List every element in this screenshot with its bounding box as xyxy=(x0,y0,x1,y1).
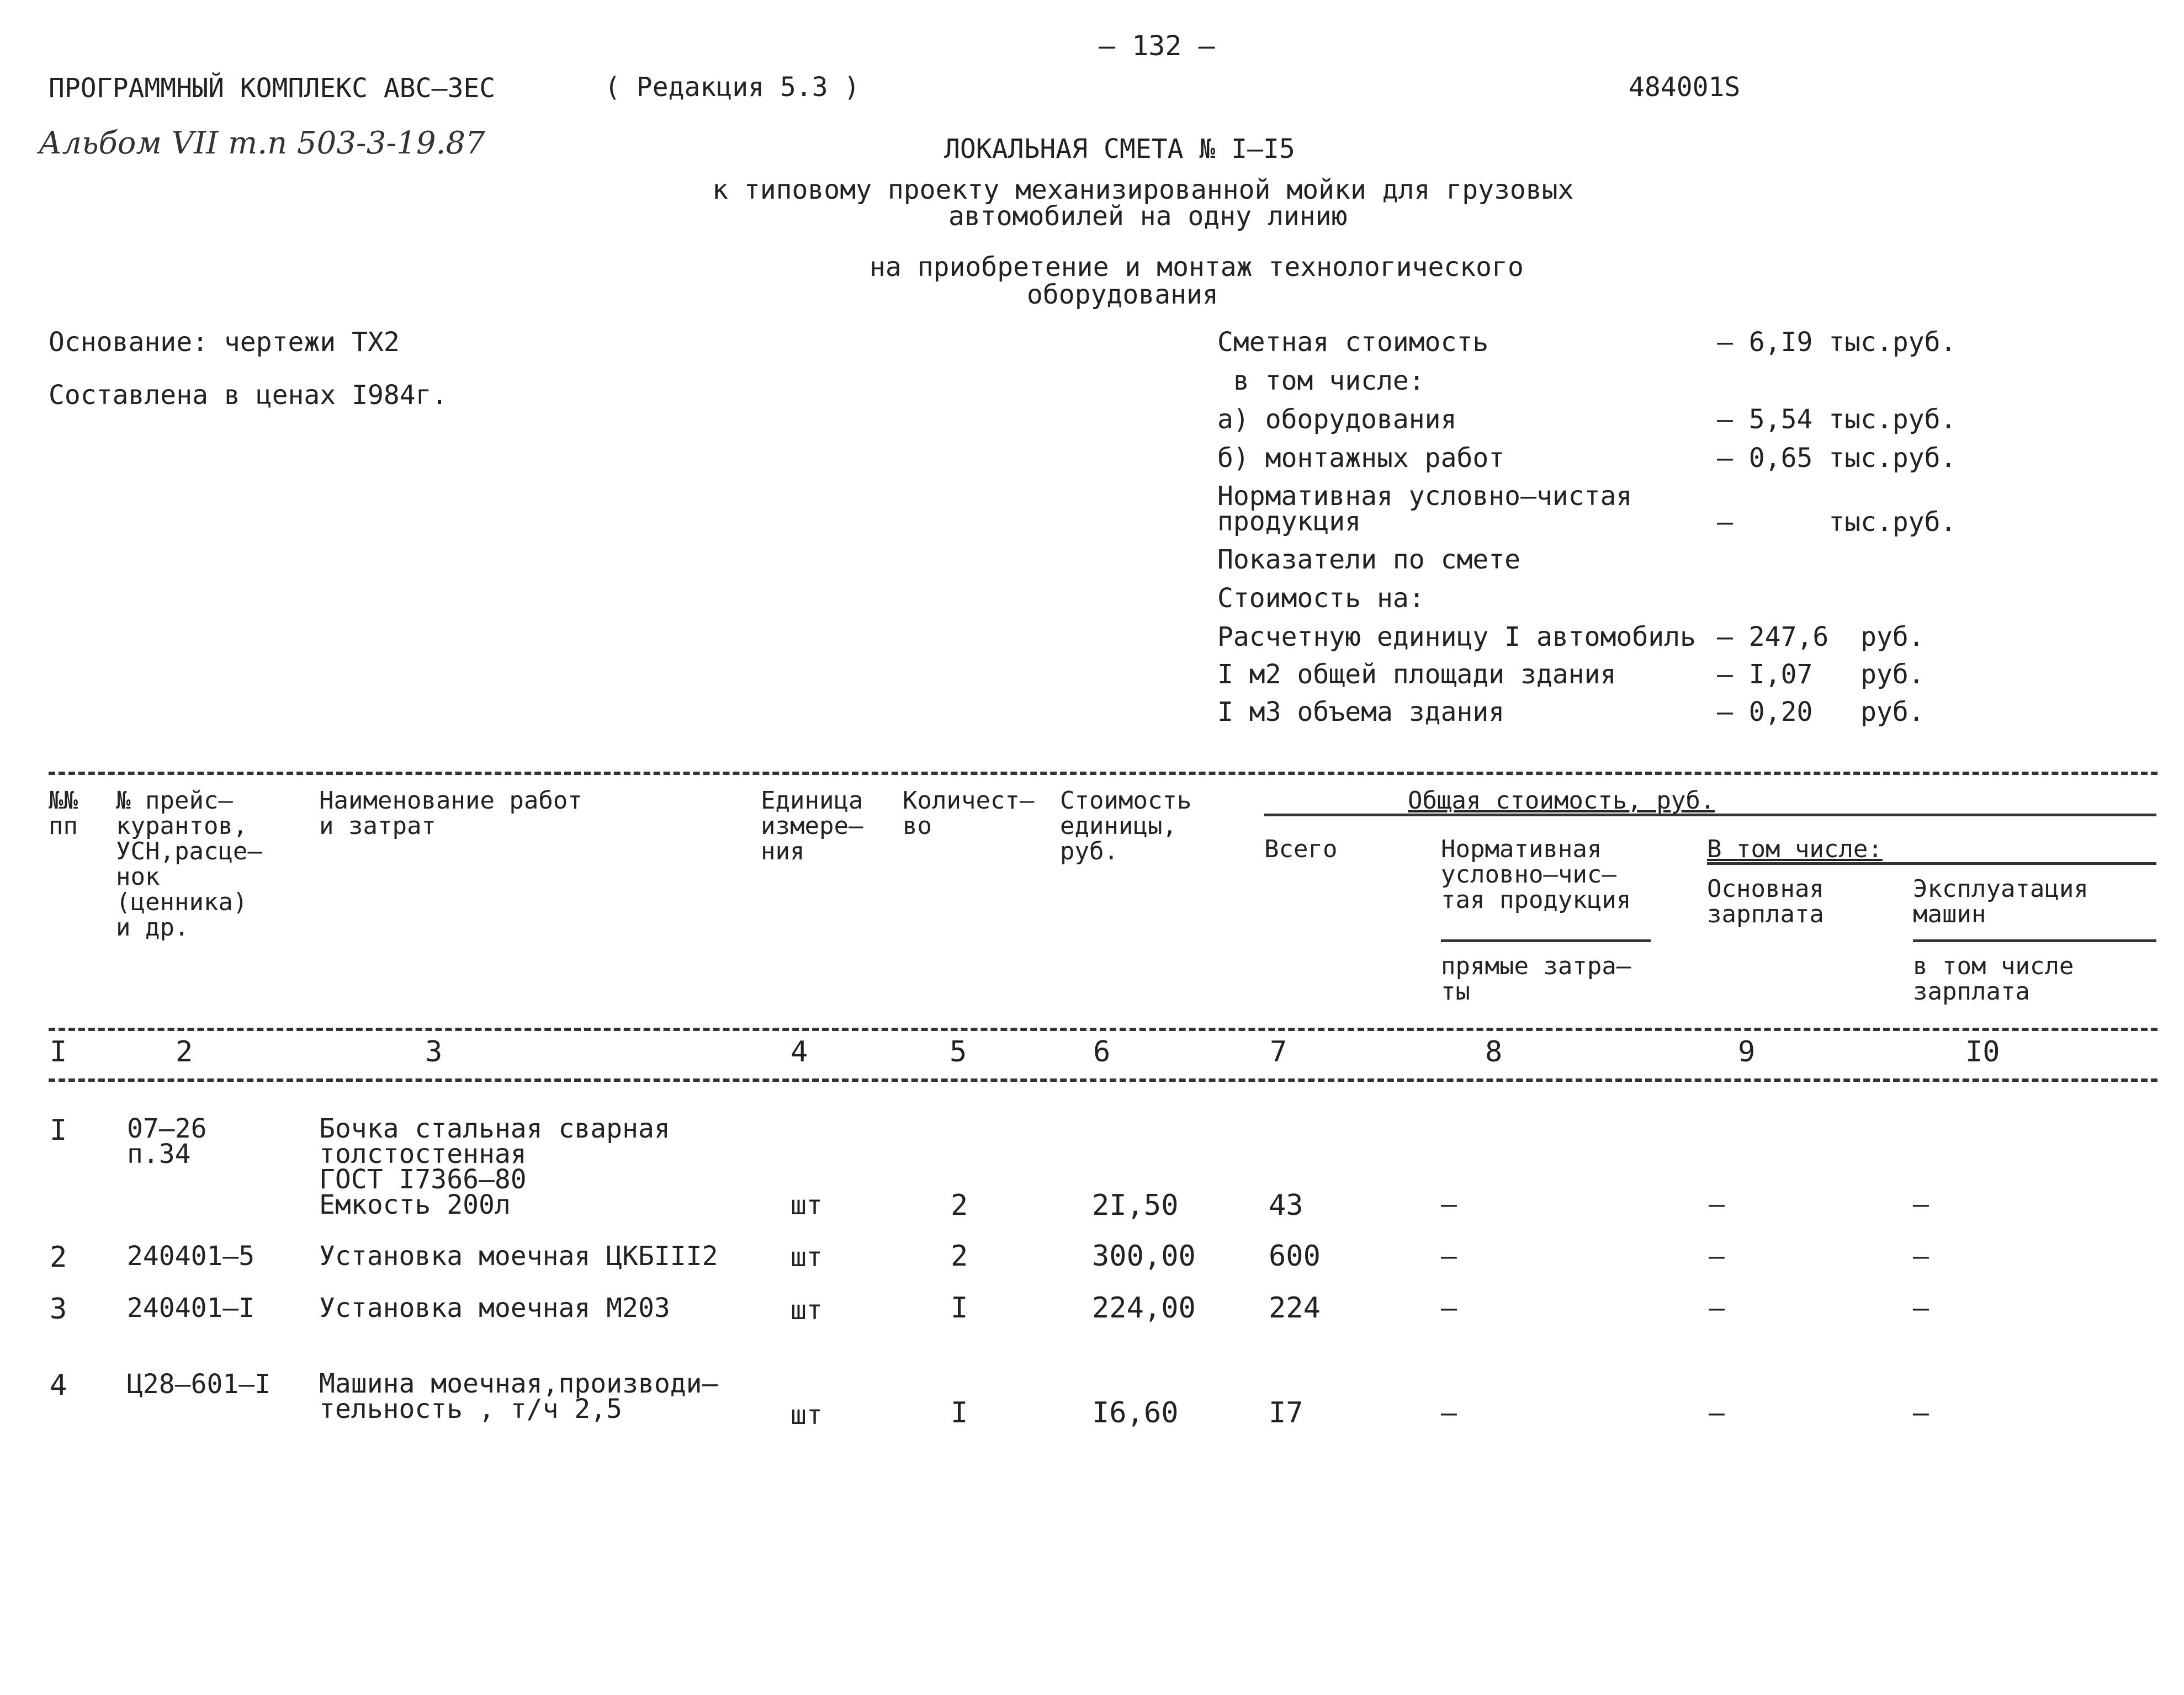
summary-value: – 5,54 тыс.руб. xyxy=(1717,404,1957,435)
row-item-name: Установка моечная ЦКБIII2 xyxy=(319,1241,718,1272)
row-base-salary: – xyxy=(1709,1293,1725,1324)
edition-label: ( Редакция 5.3 ) xyxy=(605,72,860,103)
title-line-2: к типовому проекту механизированной мойки для грузовых xyxy=(712,174,1574,205)
header-col-1: №№ пп xyxy=(49,787,78,840)
column-number: 4 xyxy=(791,1035,808,1069)
summary-label: а) оборудования xyxy=(1217,404,1457,435)
header-col-4: Единица измере– ния xyxy=(761,787,863,865)
row-base-salary: – xyxy=(1709,1241,1725,1272)
row-item-name: Машина моечная,производи– тельность , т/ч 2,5 xyxy=(319,1368,718,1425)
summary-label: Стоимость на: xyxy=(1217,583,1425,614)
header-col-9: Основная зарплата xyxy=(1707,875,1824,928)
header-total-cost: Общая стоимость, руб. xyxy=(1408,787,1715,815)
row-net-product: – xyxy=(1441,1189,1457,1220)
row-number: 4 xyxy=(50,1369,67,1402)
row-machine-cost: – xyxy=(1913,1398,1929,1428)
row-price-code: 240401–I xyxy=(127,1293,255,1324)
row-machine-cost: – xyxy=(1913,1293,1929,1324)
row-unit-price: 2I,50 xyxy=(1092,1189,1179,1222)
row-machine-cost: – xyxy=(1913,1189,1929,1220)
column-number: 7 xyxy=(1270,1035,1287,1069)
basis-drawings: Основание: чертежи ТХ2 xyxy=(49,327,400,358)
row-quantity: 2 xyxy=(951,1240,968,1273)
page-number: – 132 – xyxy=(1099,30,1215,62)
row-unit: шт xyxy=(791,1242,823,1273)
header-rule xyxy=(1913,939,2156,942)
row-quantity: 2 xyxy=(951,1189,968,1222)
column-number: 2 xyxy=(176,1035,193,1069)
summary-label: б) монтажных работ xyxy=(1217,443,1505,474)
summary-label: Сметная стоимость xyxy=(1217,327,1489,358)
summary-label: Показатели по смете xyxy=(1217,544,1521,575)
estimate-title: ЛОКАЛЬНАЯ СМЕТА № I–I5 xyxy=(944,134,1295,164)
row-base-salary: – xyxy=(1709,1398,1725,1428)
header-col-7: Всего xyxy=(1264,835,1338,863)
row-item-name: Бочка стальная сварная толстостенная ГОСТ I7366–80 Емкость 200л xyxy=(319,1113,670,1220)
handwritten-album-note: Альбом VII т.п 503-3-19.87 xyxy=(39,125,485,161)
row-machine-cost: – xyxy=(1913,1241,1929,1272)
row-item-name: Установка моечная М203 xyxy=(319,1293,670,1324)
title-line-3: автомобилей на одну линию xyxy=(948,201,1348,232)
header-col-3: Наименование работ и затрат xyxy=(319,787,582,840)
header-col-2: № прейс– курантов, УСН,расце– нок (ценника) и др. xyxy=(116,787,262,942)
row-total: 43 xyxy=(1269,1189,1303,1222)
row-price-code: 07–26 п.34 xyxy=(127,1113,207,1170)
column-number: 5 xyxy=(950,1035,967,1069)
row-quantity: I xyxy=(951,1292,968,1325)
column-numbers-divider xyxy=(49,1078,2158,1082)
row-net-product: – xyxy=(1441,1241,1457,1272)
header-col-10-top: Эксплуатация машин xyxy=(1913,875,2088,928)
header-rule xyxy=(1707,862,2156,865)
row-number: 3 xyxy=(50,1293,67,1326)
row-unit: шт xyxy=(791,1400,823,1431)
header-col-6: Стоимость единицы, руб. xyxy=(1060,787,1192,865)
row-total: I7 xyxy=(1269,1396,1303,1430)
header-col-8-bottom: прямые затра– ты xyxy=(1441,952,1631,1006)
row-quantity: I xyxy=(951,1396,968,1430)
row-price-code: 240401–5 xyxy=(127,1241,255,1272)
summary-value: – 0,20 руб. xyxy=(1717,697,1925,727)
summary-value: – 6,I9 тыс.руб. xyxy=(1717,327,1957,358)
summary-label: I м3 объема здания xyxy=(1217,697,1505,727)
header-divider xyxy=(49,1028,2158,1031)
document-code: 484001S xyxy=(1629,72,1741,103)
summary-value: – 0,65 тыс.руб. xyxy=(1717,443,1957,474)
column-number: I0 xyxy=(1965,1035,2000,1069)
column-number: 8 xyxy=(1485,1035,1503,1069)
column-number: 9 xyxy=(1738,1035,1756,1069)
row-unit-price: 300,00 xyxy=(1092,1240,1196,1273)
row-unit: шт xyxy=(791,1295,823,1326)
table-top-divider xyxy=(49,772,2158,775)
row-total: 600 xyxy=(1269,1240,1321,1273)
summary-label: Расчетную единицу I автомобиль xyxy=(1217,621,1696,652)
summary-value: – I,07 руб. xyxy=(1717,659,1925,690)
row-total: 224 xyxy=(1269,1292,1321,1325)
program-name: ПРОГРАММНЫЙ КОМПЛЕКС АВС–ЗЕС xyxy=(49,73,496,104)
header-col-5: Количест– во xyxy=(903,787,1035,840)
title-line-4: на приобретение и монтаж технологического xyxy=(870,252,1524,283)
header-rule xyxy=(1441,939,1651,942)
column-number: 6 xyxy=(1093,1035,1111,1069)
row-price-code: Ц28–601–I xyxy=(127,1369,271,1400)
header-col-10-bottom: в том числе зарплата xyxy=(1913,952,2074,1006)
row-net-product: – xyxy=(1441,1293,1457,1324)
title-line-5: оборудования xyxy=(1027,279,1218,310)
basis-prices: Составлена в ценах I984г. xyxy=(49,380,448,411)
column-number: 3 xyxy=(425,1035,443,1069)
header-rule xyxy=(1264,814,2156,816)
summary-value: – 247,6 руб. xyxy=(1717,621,1925,652)
row-base-salary: – xyxy=(1709,1189,1725,1220)
column-number: I xyxy=(50,1035,67,1069)
row-number: I xyxy=(50,1114,67,1147)
header-including: В том числе: xyxy=(1707,835,1883,863)
summary-value: – тыс.руб. xyxy=(1717,507,1957,538)
summary-label: Нормативная условно–чистая продукция xyxy=(1217,481,1632,537)
summary-label: в том числе: xyxy=(1217,365,1425,396)
row-number: 2 xyxy=(50,1241,67,1274)
header-col-8-top: Нормативная условно–чис– тая продукция xyxy=(1441,835,1631,914)
summary-label: I м2 общей площади здания xyxy=(1217,659,1616,690)
row-net-product: – xyxy=(1441,1398,1457,1428)
row-unit: шт xyxy=(791,1190,823,1221)
row-unit-price: I6,60 xyxy=(1092,1396,1179,1430)
row-unit-price: 224,00 xyxy=(1092,1292,1196,1325)
